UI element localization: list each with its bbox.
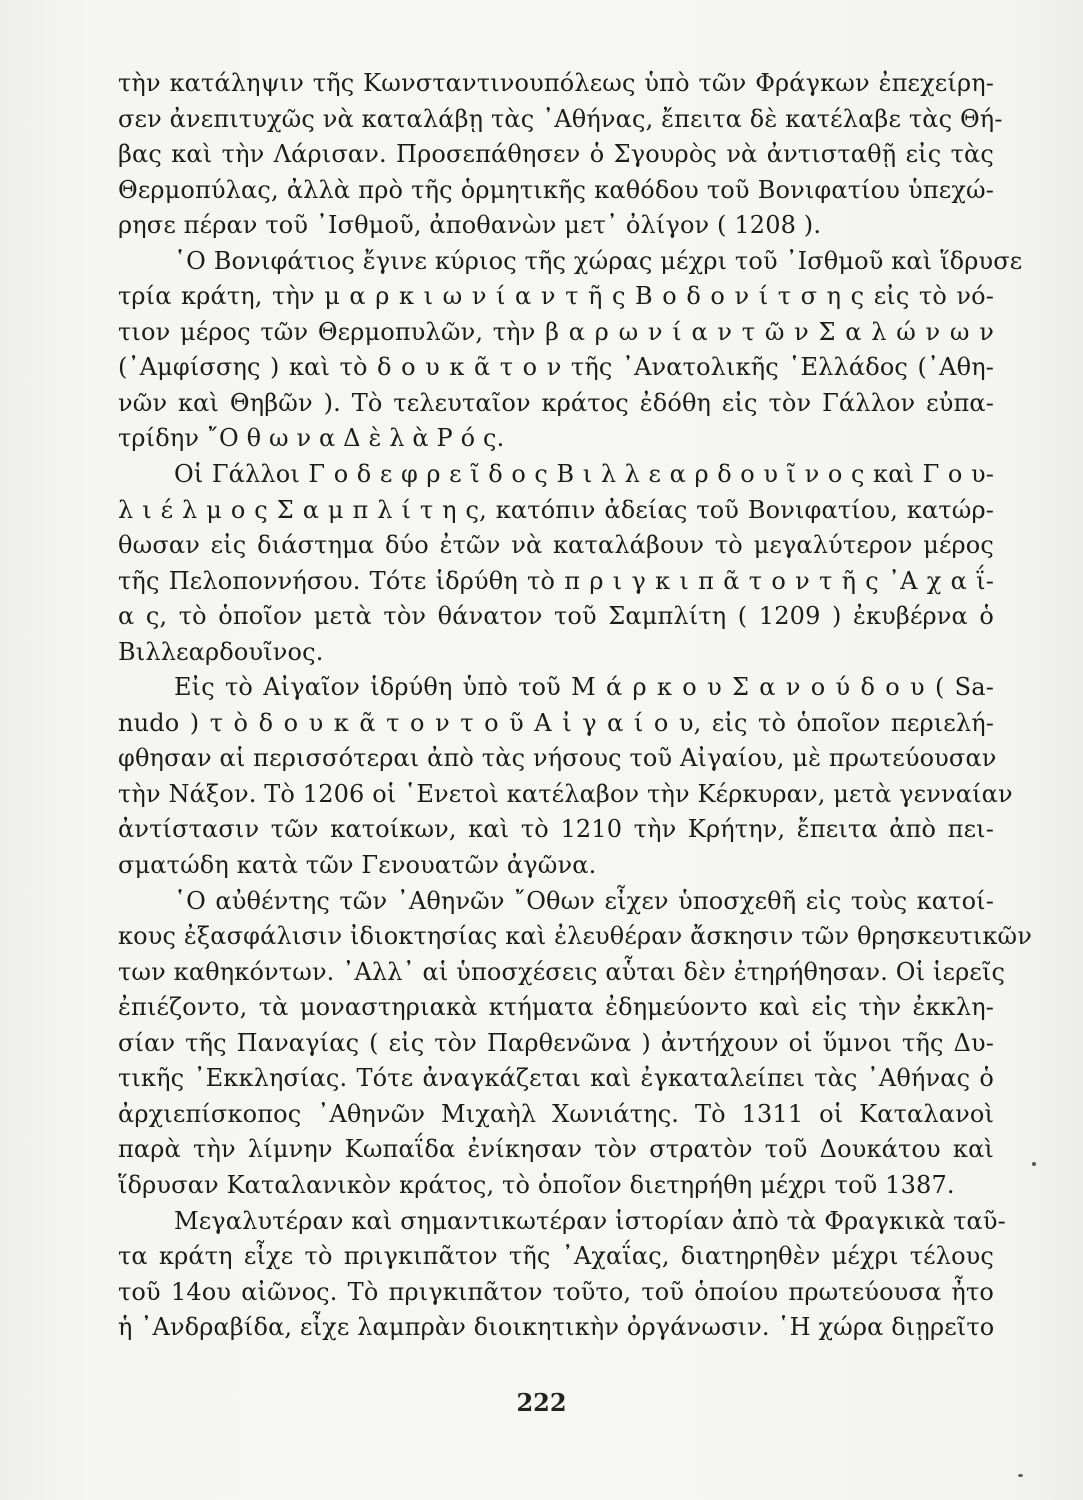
text-line: ἡ ᾿Ανδραβίδα, εἶχε λαμπρὰν διοικητικὴν ὀργάνωσιν. ῾Η χώρα διῃρεῖτο [118, 1313, 995, 1342]
text-line: τικῆς ᾿Εκκλησίας. Τότε ἀναγκάζεται καὶ ἐγκαταλείπει τὰς ᾿Αθήνας ὁ [118, 1064, 994, 1093]
text-line: Θερμοπύλας, ἀλλὰ πρὸ τῆς ὁρμητικῆς καθόδου τοῦ Βονιφατίου ὑπεχώ- [118, 175, 994, 204]
text-line: Βιλλεαρδουῖνος. [118, 637, 324, 666]
text-line: τρία κράτη, τὴν μ α ρ κ ι ω ν ί α ν τ ῆ ς Β ο δ ο ν ί τ σ η ς εἰς τὸ νό- [118, 282, 994, 311]
text-line: ρησε πέραν τοῦ ᾿Ισθμοῦ, ἀποθανὼν μετ᾿ ὀλίγον ( 1208 ). [118, 211, 822, 240]
text-line: Μεγαλυτέραν καὶ σημαντικωτέραν ἱστορίαν ἀπὸ τὰ Φραγκικὰ ταῦ- [174, 1206, 1006, 1235]
text-line: παρὰ τὴν λίμνην Κωπαΐδα ἐνίκησαν τὸν στρατὸν τοῦ Δουκάτου καὶ [118, 1135, 994, 1164]
text-line: ῾Ο αὐθέντης τῶν ᾿Αθηνῶν ῎Οθων εἶχεν ὑποσχεθῆ εἰς τοὺς κατοί- [174, 886, 994, 915]
text-line: Οἱ Γάλλοι Γ ο δ ε φ ρ ε ῖ δ ο ς Β ι λ λ ε α ρ δ ο υ ῖ ν ο ς καὶ Γ ο υ- [174, 460, 994, 489]
text-line: Εἰς τὸ Αἰγαῖον ἱδρύθη ὑπὸ τοῦ Μ ά ρ κ ο υ Σ α ν ο ύ δ ο υ ( Sa- [174, 673, 994, 702]
text-line: βας καὶ τὴν Λάρισαν. Προσεπάθησεν ὁ Σγουρὸς νὰ ἀντισταθῇ εἰς τὰς [118, 140, 994, 169]
text-line: τῆς Πελοποννήσου. Τότε ἱδρύθη τὸ π ρ ι γ κ ι π ᾶ τ ο ν τ ῆ ς ᾿Α χ α ΐ- [118, 566, 994, 595]
text-line: τὴν κατάληψιν τῆς Κωνσταντινουπόλεως ὑπὸ τῶν Φράγκων ἐπεχείρη- [118, 69, 994, 97]
ink-speck [1032, 1162, 1036, 1166]
text-line: τιον μέρος τῶν Θερμοπυλῶν, τὴν β α ρ ω ν ί α ν τ ῶ ν Σ α λ ώ ν ω ν [118, 317, 994, 346]
page-number: 222 [516, 1388, 567, 1417]
text-line: (᾿Αμφίσσης ) καὶ τὸ δ ο υ κ ᾶ τ ο ν τῆς ᾿Ανατολικῆς ῾Ελλάδος (᾿Αθη- [118, 353, 994, 382]
text-line: των καθηκόντων. ᾿Αλλ᾿ αἱ ὑποσχέσεις αὗται δὲν ἐτηρήθησαν. Οἱ ἱερεῖς [118, 957, 1006, 986]
text-line: α ς, τὸ ὁποῖον μετὰ τὸν θάνατον τοῦ Σαμπλίτη ( 1209 ) ἐκυβέρνα ὁ [118, 602, 994, 631]
text-line: ἀρχιεπίσκοπος ᾿Αθηνῶν Μιχαὴλ Χωνιάτης. Τὸ 1311 οἱ Καταλανοὶ [118, 1099, 994, 1128]
text-line: nudo ) τ ὸ δ ο υ κ ᾶ τ ο ν τ ο ῦ Α ἰ γ α ί ο υ, εἰς τὸ ὁποῖον περιελή- [118, 708, 994, 737]
text-line: ἐπιέζοντο, τὰ μοναστηριακὰ κτήματα ἐδημεύοντο καὶ εἰς τὴν ἐκκλη- [118, 993, 994, 1022]
text-line: ῾Ο Βονιφάτιος ἔγινε κύριος τῆς χώρας μέχρι τοῦ ᾿Ισθμοῦ καὶ ἵδρυσε [174, 246, 1023, 275]
text-line: κους ἐξασφάλισιν ἰδιοκτησίας καὶ ἐλευθέραν ἄσκησιν τῶν θρησκευτικῶν [118, 922, 1032, 951]
body-text [118, 66, 1032, 1346]
text-line: τοῦ 14ου αἰῶνος. Τὸ πριγκιπᾶτον τοῦτο, τοῦ ὁποίου πρωτεύουσα ἦτο [118, 1277, 994, 1306]
ink-speck [1018, 1474, 1023, 1477]
text-line: θωσαν εἰς διάστημα δύο ἐτῶν νὰ καταλάβουν τὸ μεγαλύτερον μέρος [118, 531, 994, 560]
text-line: σίαν τῆς Παναγίας ( εἰς τὸν Παρθενῶνα ) ἀντήχουν οἱ ὕμνοι τῆς Δυ- [118, 1028, 994, 1057]
text-line: σεν ἀνεπιτυχῶς νὰ καταλάβῃ τὰς ᾿Αθήνας, ἔπειτα δὲ κατέλαβε τὰς Θή- [118, 104, 1003, 133]
text-line: λ ι έ λ μ ο ς Σ α μ π λ ί τ η ς, κατόπιν ἀδείας τοῦ Βονιφατίου, κατώρ- [118, 495, 994, 524]
text-line: σματώδη κατὰ τῶν Γενουατῶν ἀγῶνα. [118, 851, 597, 880]
text-line: νῶν καὶ Θηβῶν ). Τὸ τελευταῖον κράτος ἐδόθη εἰς τὸν Γάλλον εὐπα- [118, 388, 994, 417]
text-line: τα κράτη εἶχε τὸ πριγκιπᾶτον τῆς ᾿Αχαΐας, διατηρηθὲν μέχρι τέλους [118, 1242, 994, 1271]
text-line: φθησαν αἱ περισσότεραι ἀπὸ τὰς νήσους τοῦ Αἰγαίου, μὲ πρωτεύουσαν [118, 744, 997, 773]
text-line: ἀντίστασιν τῶν κατοίκων, καὶ τὸ 1210 τὴν Κρήτην, ἔπειτα ἀπὸ πει- [118, 815, 994, 844]
text-line: ἵδρυσαν Καταλανικὸν κράτος, τὸ ὁποῖον διετηρήθη μέχρι τοῦ 1387. [118, 1170, 955, 1199]
text-line: τρίδην ῎Ο θ ω ν α Δ ὲ λ ὰ Ρ ό ς. [118, 424, 505, 453]
text-line: τὴν Νάξον. Τὸ 1206 οἱ ῾Ενετοὶ κατέλαβον τὴν Κέρκυραν, μετὰ γενναίαν [118, 779, 1013, 808]
